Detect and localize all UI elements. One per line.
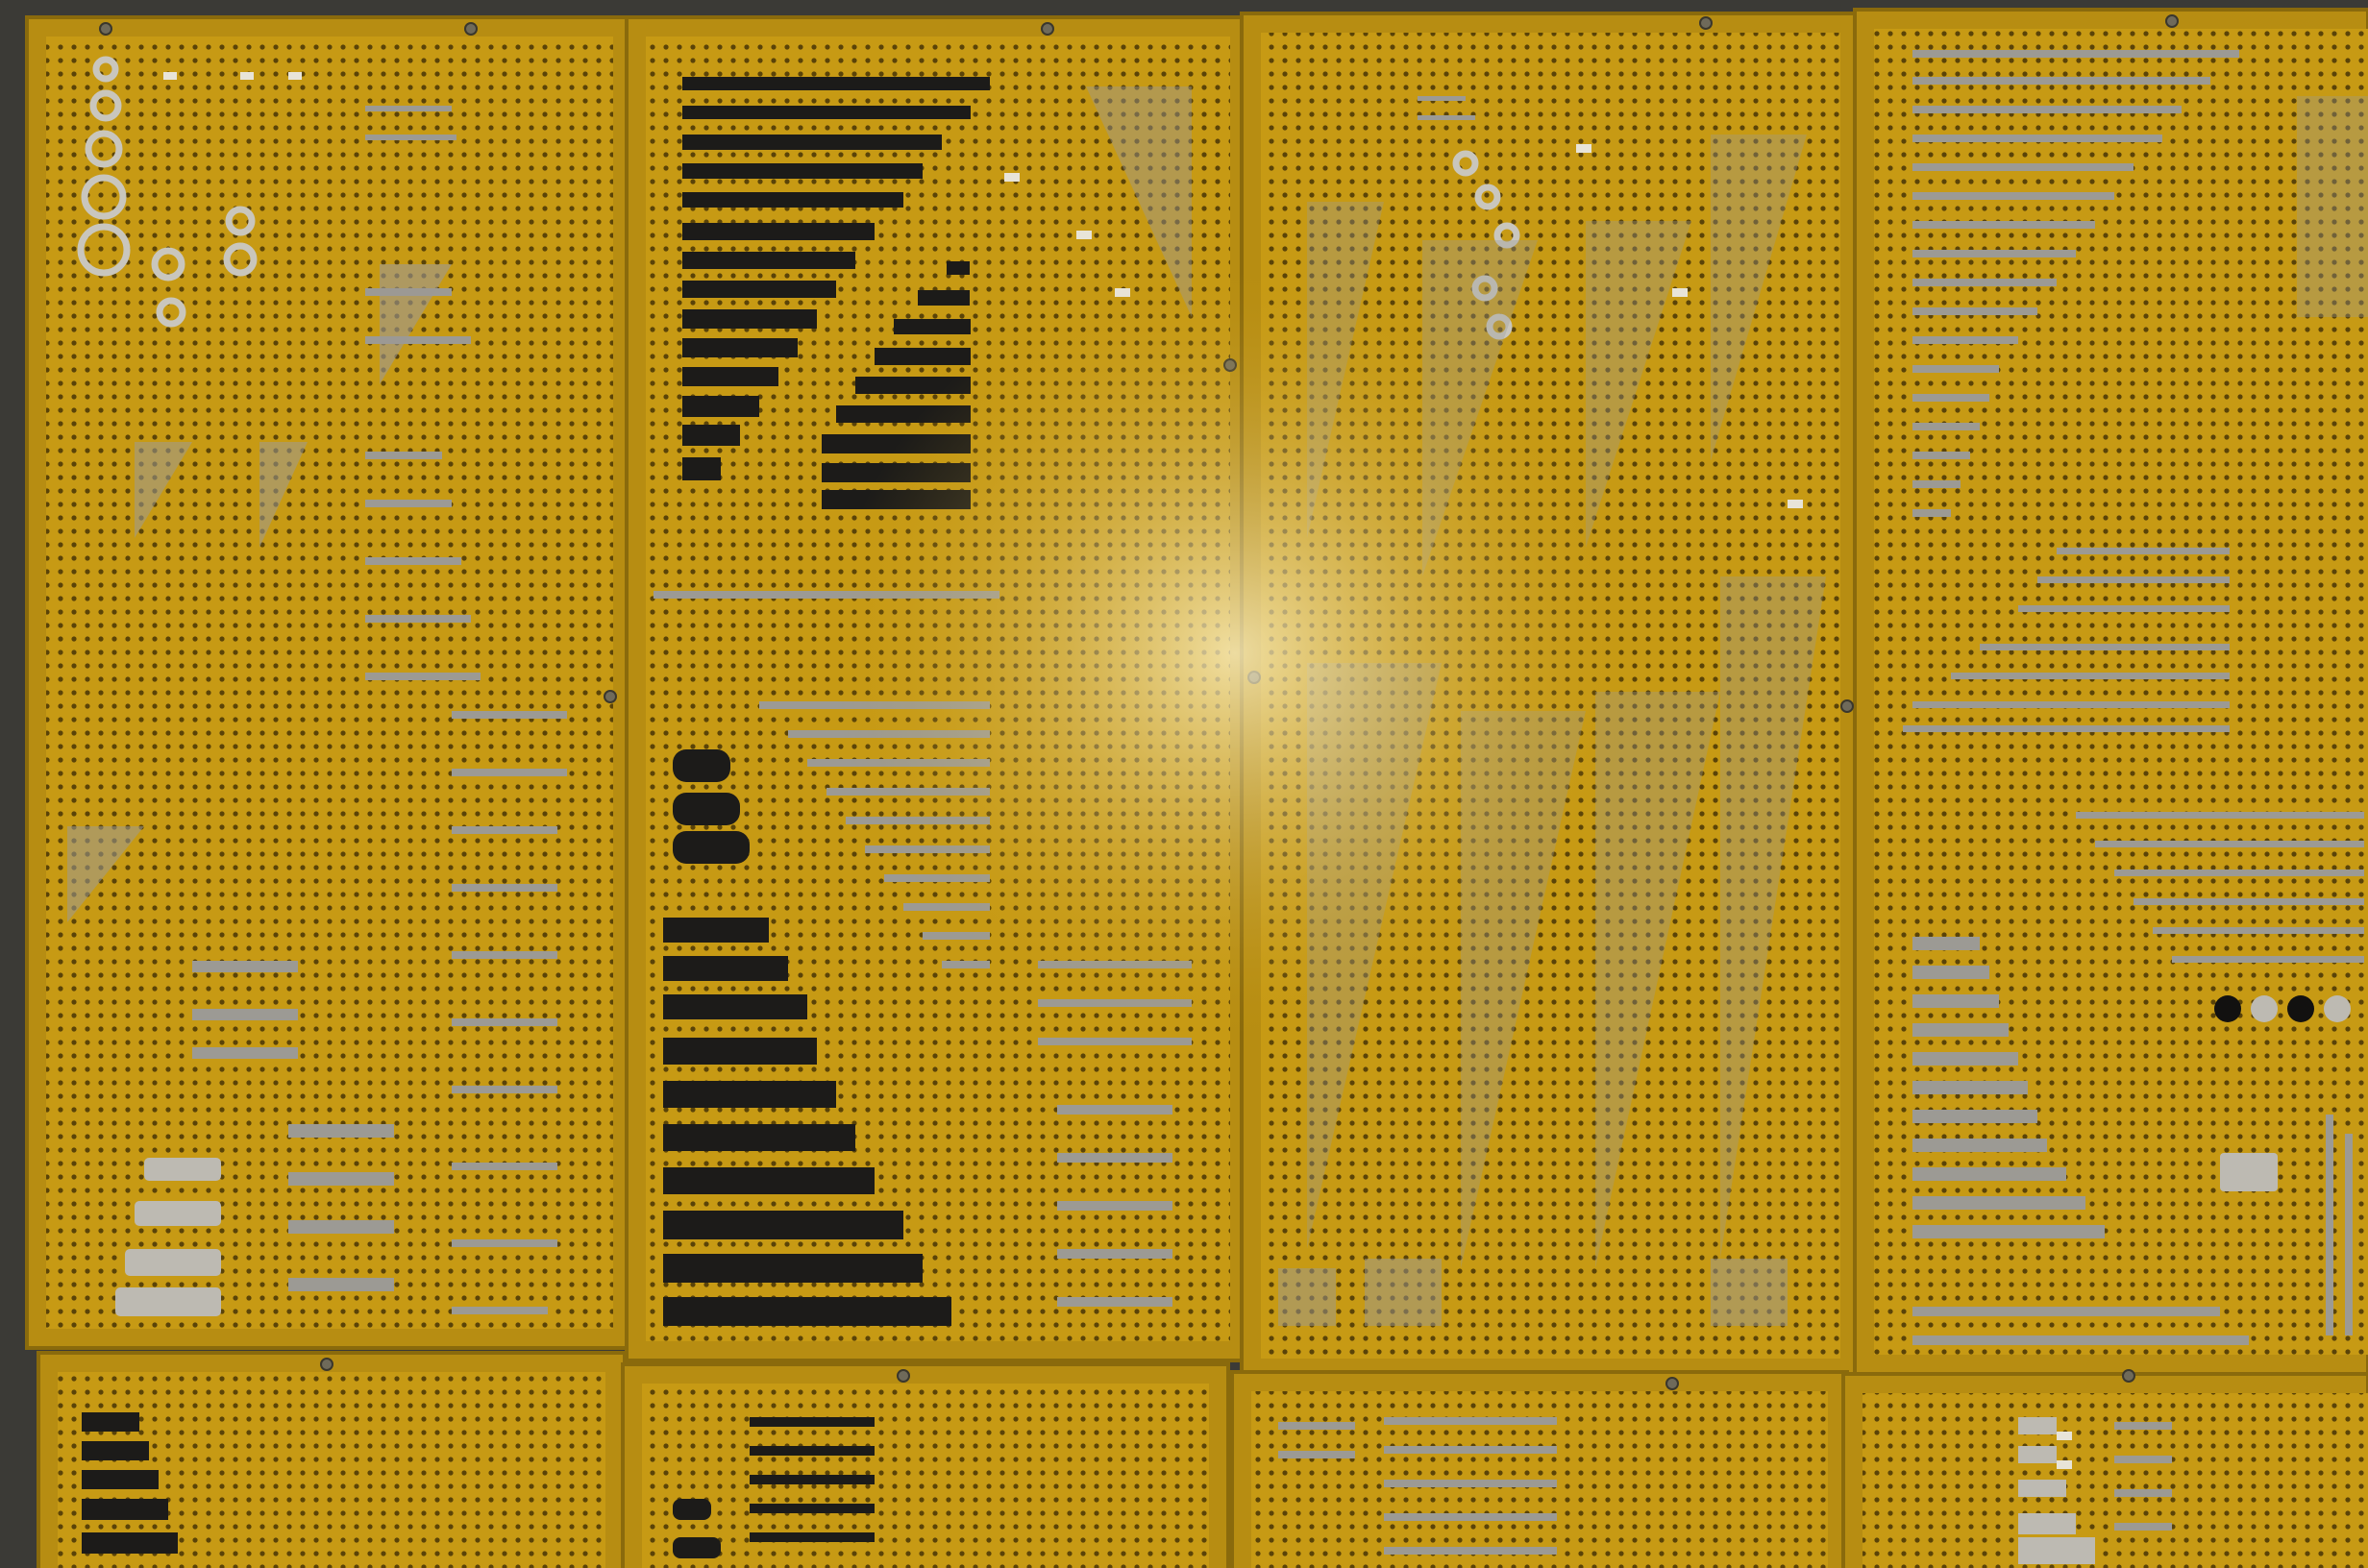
- camera-flash-glare: [831, 269, 1639, 1038]
- panel-bottom-4: [1843, 1374, 2368, 1568]
- panel-bottom-3: [1232, 1372, 1847, 1568]
- panel-top-1: [27, 17, 632, 1348]
